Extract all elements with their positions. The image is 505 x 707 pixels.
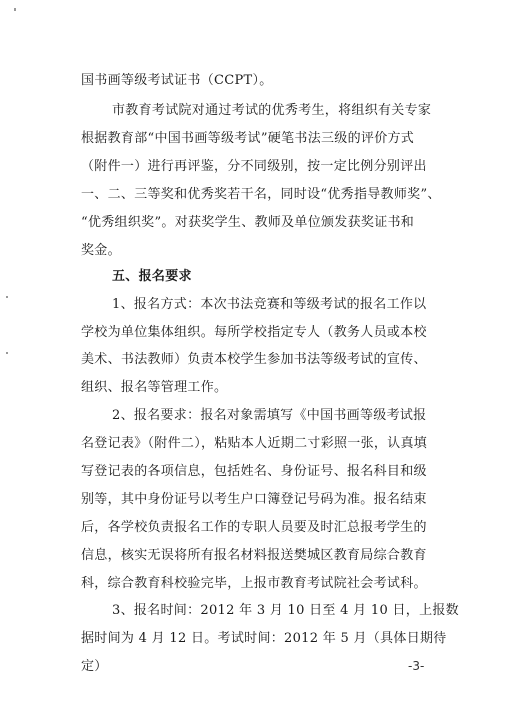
body-text-line: 根据教育部“中国书画等级考试”硬笔书法三级的评价方式 bbox=[81, 131, 415, 146]
body-text-line: 学校为单位集体组织。每所学校指定专人（教务人员或本校 bbox=[81, 325, 427, 340]
body-text-line: 别等，其中身份证号以考生户口簿登记号码为准。报名结束 bbox=[81, 492, 427, 507]
body-text-line: 组织、报名等管理工作。 bbox=[81, 380, 228, 395]
scan-speck bbox=[6, 296, 8, 298]
section-heading: 五、报名要求 bbox=[112, 269, 192, 284]
body-text-line: 市教育考试院对通过考试的优秀考生，将组织有关专家 bbox=[112, 103, 432, 118]
body-text-line: 一、二、三等奖和优秀奖若干名，同时设“优秀指导教师奖”、 bbox=[81, 187, 441, 202]
body-text-line: （附件一）进行再评鉴，分不同级别，按一定比例分别评出 bbox=[81, 159, 427, 174]
body-text-line: 2、报名要求：报名对象需填写《中国书画等级考试报 bbox=[112, 408, 427, 423]
page-number: -3- bbox=[408, 659, 425, 673]
body-text-line: 科，综合教育科校验完毕，上报市教育考试院社会考试科。 bbox=[81, 576, 427, 591]
body-text-line: 国书画等级考试证书（CCPT）。 bbox=[81, 73, 273, 88]
body-text-line: 后，各学校负责报名工作的专职人员要及时汇总报考学生的 bbox=[81, 520, 427, 535]
body-text-line: 据时间为 4 月 12 日。考试时间：2012 年 5 月（具体日期待 bbox=[81, 631, 447, 646]
body-text-line: 美术、书法教师）负责本校学生参加书法等级考试的宣传、 bbox=[81, 352, 427, 367]
scan-speck bbox=[14, 8, 16, 11]
scan-speck bbox=[6, 352, 8, 354]
body-text-line: 信息，核实无误将所有报名材料报送樊城区教育局综合教育 bbox=[81, 548, 427, 563]
body-text-line: 定） bbox=[81, 659, 108, 674]
body-text-line: 奖金。 bbox=[81, 243, 121, 258]
body-text-line: 写登记表的各项信息，包括姓名、身份证号、报名科目和级 bbox=[81, 464, 427, 479]
body-text-line: 3、报名时间：2012 年 3 月 10 日至 4 月 10 日，上报数 bbox=[112, 603, 459, 618]
body-text-line: 名登记表》（附件二），粘贴本人近期二寸彩照一张，认真填 bbox=[81, 436, 428, 451]
body-text-line: 1、报名方式：本次书法竞赛和等级考试的报名工作以 bbox=[112, 297, 427, 312]
body-text-line: “优秀组织奖”。对获奖学生、教师及单位颁发获奖证书和 bbox=[81, 215, 415, 230]
